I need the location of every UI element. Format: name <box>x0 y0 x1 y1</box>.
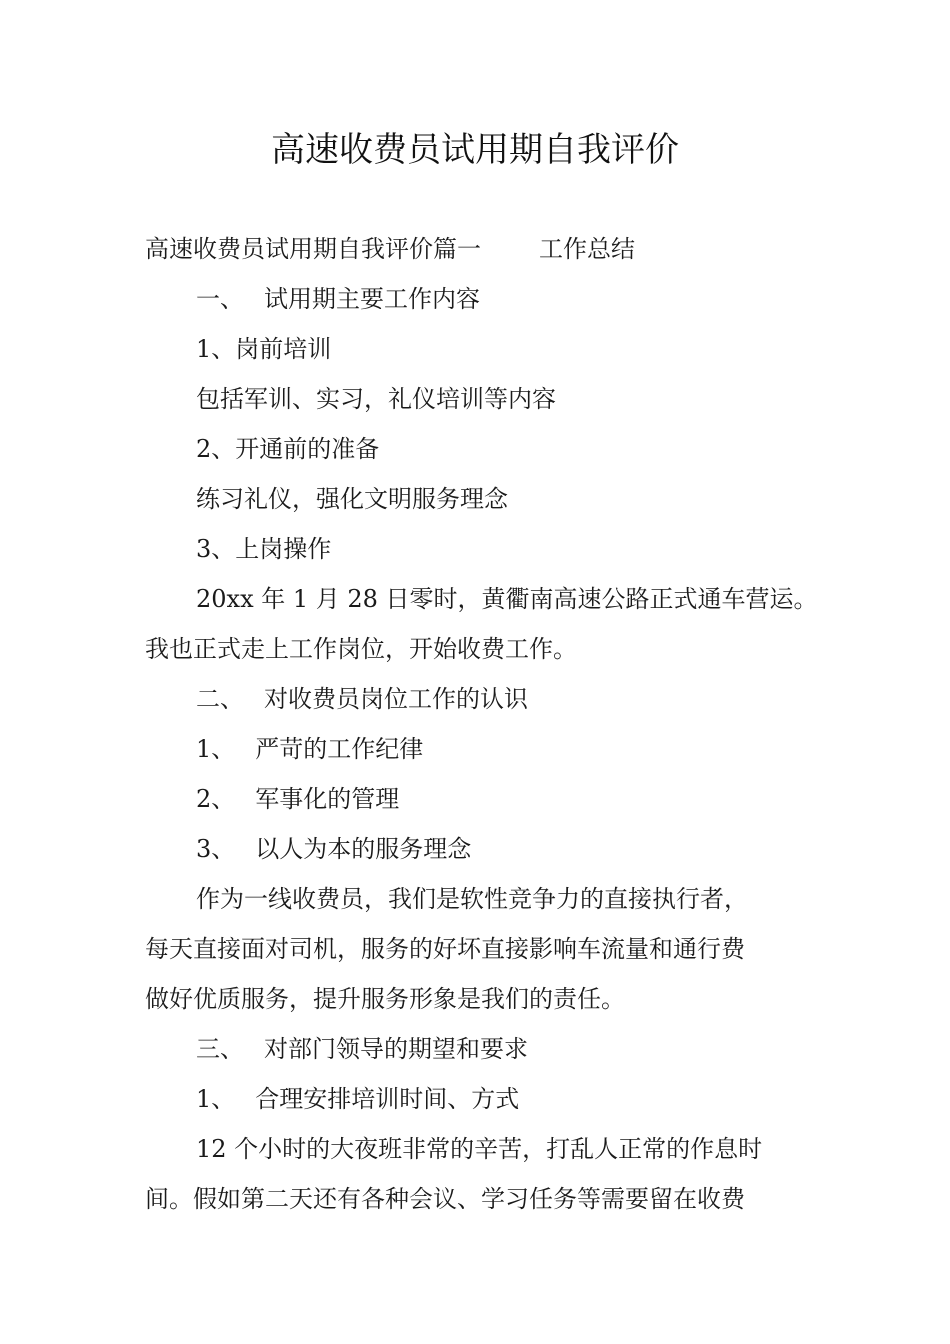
list-item <box>196 833 471 865</box>
section-heading-1 <box>196 283 480 315</box>
section-number: 一、 <box>196 285 244 313</box>
list-item <box>196 1083 519 1115</box>
subtitle-line <box>145 233 635 265</box>
paragraph-line: 20xx 年 1 月 28 日零时，黄衢南高速公路正式通车营运。 <box>196 585 818 613</box>
section-heading-text: 对部门领导的期望和要求 <box>264 1035 528 1063</box>
section-heading-text: 对收费员岗位工作的认识 <box>264 685 528 713</box>
paragraph-line: 间。假如第二天还有各种会议、学习任务等需要留在收费 <box>145 1185 745 1213</box>
list-item <box>196 733 423 765</box>
document-title: 高速收费员试用期自我评价 <box>271 130 679 170</box>
list-item <box>196 783 399 815</box>
paragraph-line: 12 个小时的大夜班非常的辛苦，打乱人正常的作息时 <box>196 1135 763 1163</box>
section-number: 二、 <box>196 685 244 713</box>
item-number: 2、 <box>196 785 236 813</box>
item-text: 以人为本的服务理念 <box>255 835 472 863</box>
item-heading: 2、开通前的准备 <box>196 435 380 463</box>
item-heading: 3、上岗操作 <box>196 535 332 563</box>
section-number: 三、 <box>196 1035 244 1063</box>
item-heading: 1、岗前培训 <box>196 335 332 363</box>
subtitle-right: 工作总结 <box>539 235 635 263</box>
section-heading-3 <box>196 1033 528 1065</box>
item-number: 3、 <box>196 835 236 863</box>
item-number: 1、 <box>196 1085 236 1113</box>
section-heading-text: 试用期主要工作内容 <box>264 285 480 313</box>
paragraph: 练习礼仪，强化文明服务理念 <box>196 485 508 513</box>
item-text: 严苛的工作纪律 <box>255 735 424 763</box>
item-text: 军事化的管理 <box>255 785 400 813</box>
item-number: 1、 <box>196 735 236 763</box>
item-text: 合理安排培训时间、方式 <box>255 1085 520 1113</box>
paragraph-line: 我也正式走上工作岗位，开始收费工作。 <box>145 635 577 663</box>
section-heading-2 <box>196 683 528 715</box>
subtitle-left: 高速收费员试用期自我评价篇一 <box>145 235 481 263</box>
paragraph-line: 做好优质服务，提升服务形象是我们的责任。 <box>145 985 625 1013</box>
paragraph-line: 每天直接面对司机，服务的好坏直接影响车流量和通行费 <box>145 935 745 963</box>
paragraph: 包括军训、实习，礼仪培训等内容 <box>196 385 556 413</box>
paragraph-line: 作为一线收费员，我们是软性竞争力的直接执行者， <box>196 885 748 913</box>
